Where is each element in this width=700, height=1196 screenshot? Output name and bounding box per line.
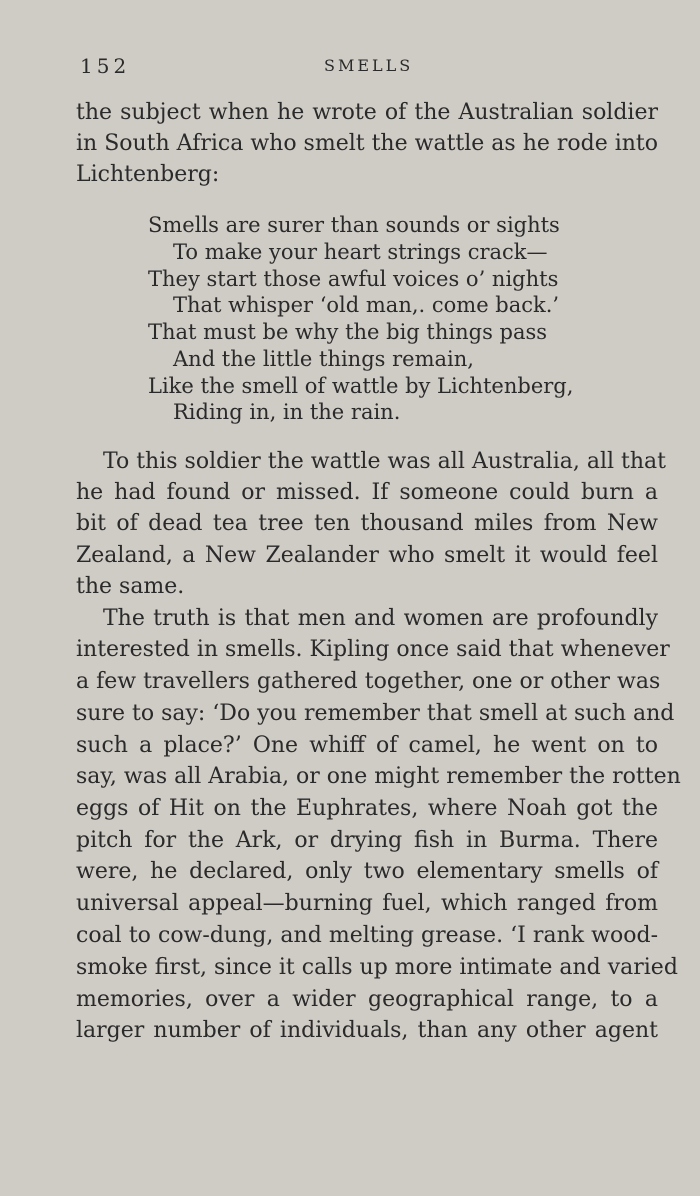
text-line: bit of dead tea tree ten thousand miles from New — [76, 511, 658, 536]
text-line: interested in smells. Kipling once said that whenever — [76, 637, 670, 662]
text-line: memories, over a wider geographical range, to a — [76, 987, 658, 1012]
poem-line: Riding in, in the rain. — [173, 400, 401, 424]
text-line: the same. — [76, 574, 185, 599]
text-line: The truth is that men and women are profoundly — [103, 606, 658, 631]
text-line: eggs of Hit on the Euphrates, where Noah got the — [76, 796, 658, 821]
text-line: the subject when he wrote of the Australian soldier — [76, 100, 658, 125]
poem-line: That must be why the big things pass — [148, 320, 548, 344]
poem-line: Smells are surer than sounds or sights — [148, 213, 560, 237]
text-line: larger number of individuals, than any other agent — [76, 1018, 658, 1043]
poem-line: To make your heart strings crack— — [173, 240, 548, 264]
text-line: were, he declared, only two elementary smells of — [76, 859, 658, 884]
text-line: pitch for the Ark, or drying fish in Burma. There — [76, 828, 658, 853]
running-head — [80, 54, 660, 84]
text-line: Lichtenberg: — [76, 162, 220, 187]
text-line: To this soldier the wattle was all Australia, all that — [103, 449, 667, 474]
text-line: he had found or missed. If someone could burn a — [76, 480, 658, 505]
text-line: say, was all Arabia, or one might remember the rotten — [76, 764, 681, 789]
text-line: such a place?’ One whiff of camel, he went on to — [76, 733, 658, 758]
page-number: 152 — [80, 54, 131, 78]
text-line: sure to say: ‘Do you remember that smell at such and — [76, 701, 675, 726]
poem-line: Like the smell of wattle by Lichtenberg, — [148, 374, 574, 398]
running-title: SMELLS — [324, 56, 414, 75]
text-line: coal to cow-dung, and melting grease. ‘I rank wood- — [76, 923, 658, 948]
text-line: Zealand, a New Zealander who smelt it would feel — [76, 543, 658, 568]
text-line: a few travellers gathered together, one or other was — [76, 669, 661, 694]
poem-line: And the little things remain, — [173, 347, 474, 371]
text-line: in South Africa who smelt the wattle as he rode into — [76, 131, 659, 156]
text-line: universal appeal—burning fuel, which ranged from — [76, 891, 658, 916]
poem-line: They start those awful voices o’ nights — [148, 267, 559, 291]
text-line: smoke first, since it calls up more intimate and varied — [76, 955, 678, 980]
poem-line: That whisper ‘old man,. come back.’ — [173, 293, 560, 317]
